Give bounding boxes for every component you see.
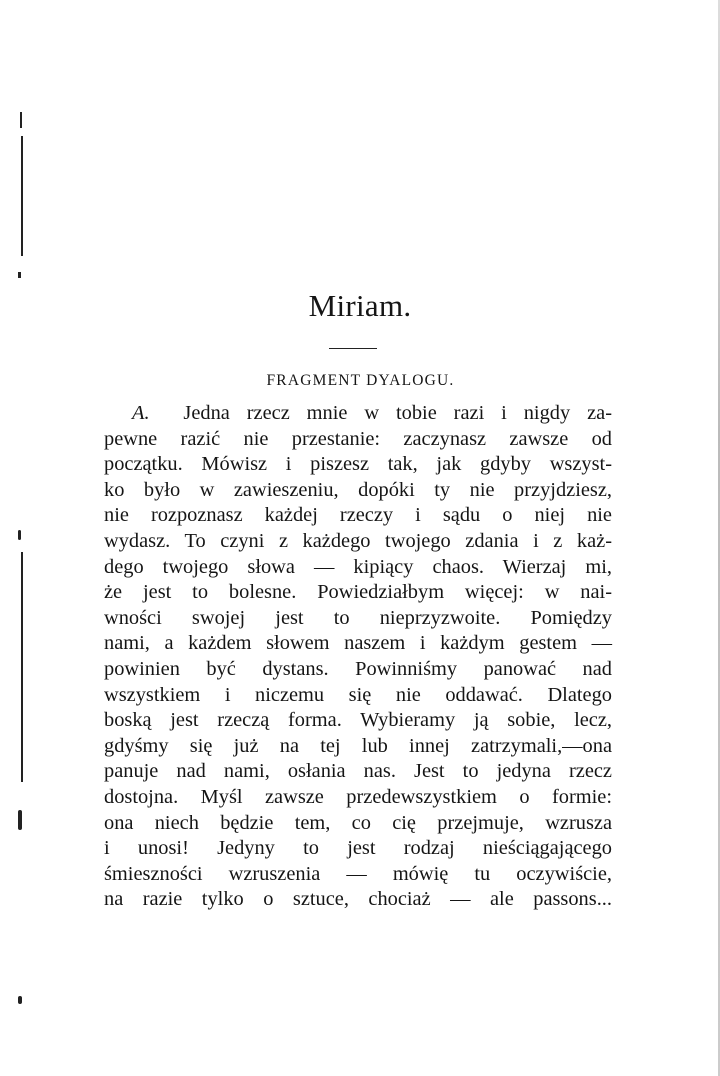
text-line: dostojna. Myśl zawsze przedewszystkiem o formie: xyxy=(104,785,612,808)
chapter-title: Miriam. xyxy=(308,288,412,323)
text-line: i unosi! Jedyny to jest rodzaj nieściągającego xyxy=(104,837,612,860)
text-line: panuje nad nami, osłania nas. Jest to jedyna rzecz xyxy=(104,760,612,783)
body-text xyxy=(104,401,612,913)
text-line: na razie tylko o sztuce, chociaż — ale passons... xyxy=(104,888,612,911)
text-line: nie rozpoznasz każdej rzeczy i sądu o niej nie xyxy=(104,504,612,527)
text-line: wszystkiem i niczemu się nie oddawać. Dlatego xyxy=(104,683,612,706)
text-line: pewne razić nie przestanie: zaczynasz zawsze od xyxy=(104,427,612,450)
scan-mark xyxy=(20,112,22,128)
scan-mark xyxy=(21,552,23,782)
text-line: ona niech będzie tem, co cię przejmuje, wzrusza xyxy=(104,811,612,834)
title-rule xyxy=(329,348,377,349)
text-line: boską jest rzeczą forma. Wybieramy ją sobie, lecz, xyxy=(104,709,612,732)
text-line: śmieszności wzruszenia — mówię tu oczywiście, xyxy=(104,862,612,885)
text-line: nami, a każdem słowem naszem i każdym gestem — xyxy=(104,632,612,655)
chapter-subtitle: FRAGMENT DYALOGU. xyxy=(266,372,455,389)
scan-mark xyxy=(21,136,23,256)
scan-mark xyxy=(18,810,22,830)
text-line: A. Jedna rzecz mnie w tobie razi i nigdy za- xyxy=(132,402,612,424)
scan-mark xyxy=(18,272,21,278)
scan-mark xyxy=(18,530,21,540)
text-line: powinien być dystans. Powinniśmy panować nad xyxy=(104,657,612,680)
text-line: gdyśmy się już na tej lub innej zatrzymali,—ona xyxy=(104,734,612,757)
text-line: wności swojej jest to nieprzyzwoite. Pomiędzy xyxy=(104,606,612,629)
text-line: ko było w zawieszeniu, dopóki ty nie przyjdziesz, xyxy=(104,478,612,501)
text-line: wydasz. To czyni z każdego twojego zdania i z każ- xyxy=(104,529,612,552)
text-line: początku. Mówisz i piszesz tak, jak gdyby wszyst- xyxy=(104,453,612,476)
text-line: dego twojego słowa — kipiący chaos. Wierzaj mi, xyxy=(104,555,612,578)
scan-mark xyxy=(18,996,22,1004)
speaker-label: A. xyxy=(132,402,150,424)
text-line: że jest to bolesne. Powiedziałbym więcej: w nai- xyxy=(104,581,612,604)
